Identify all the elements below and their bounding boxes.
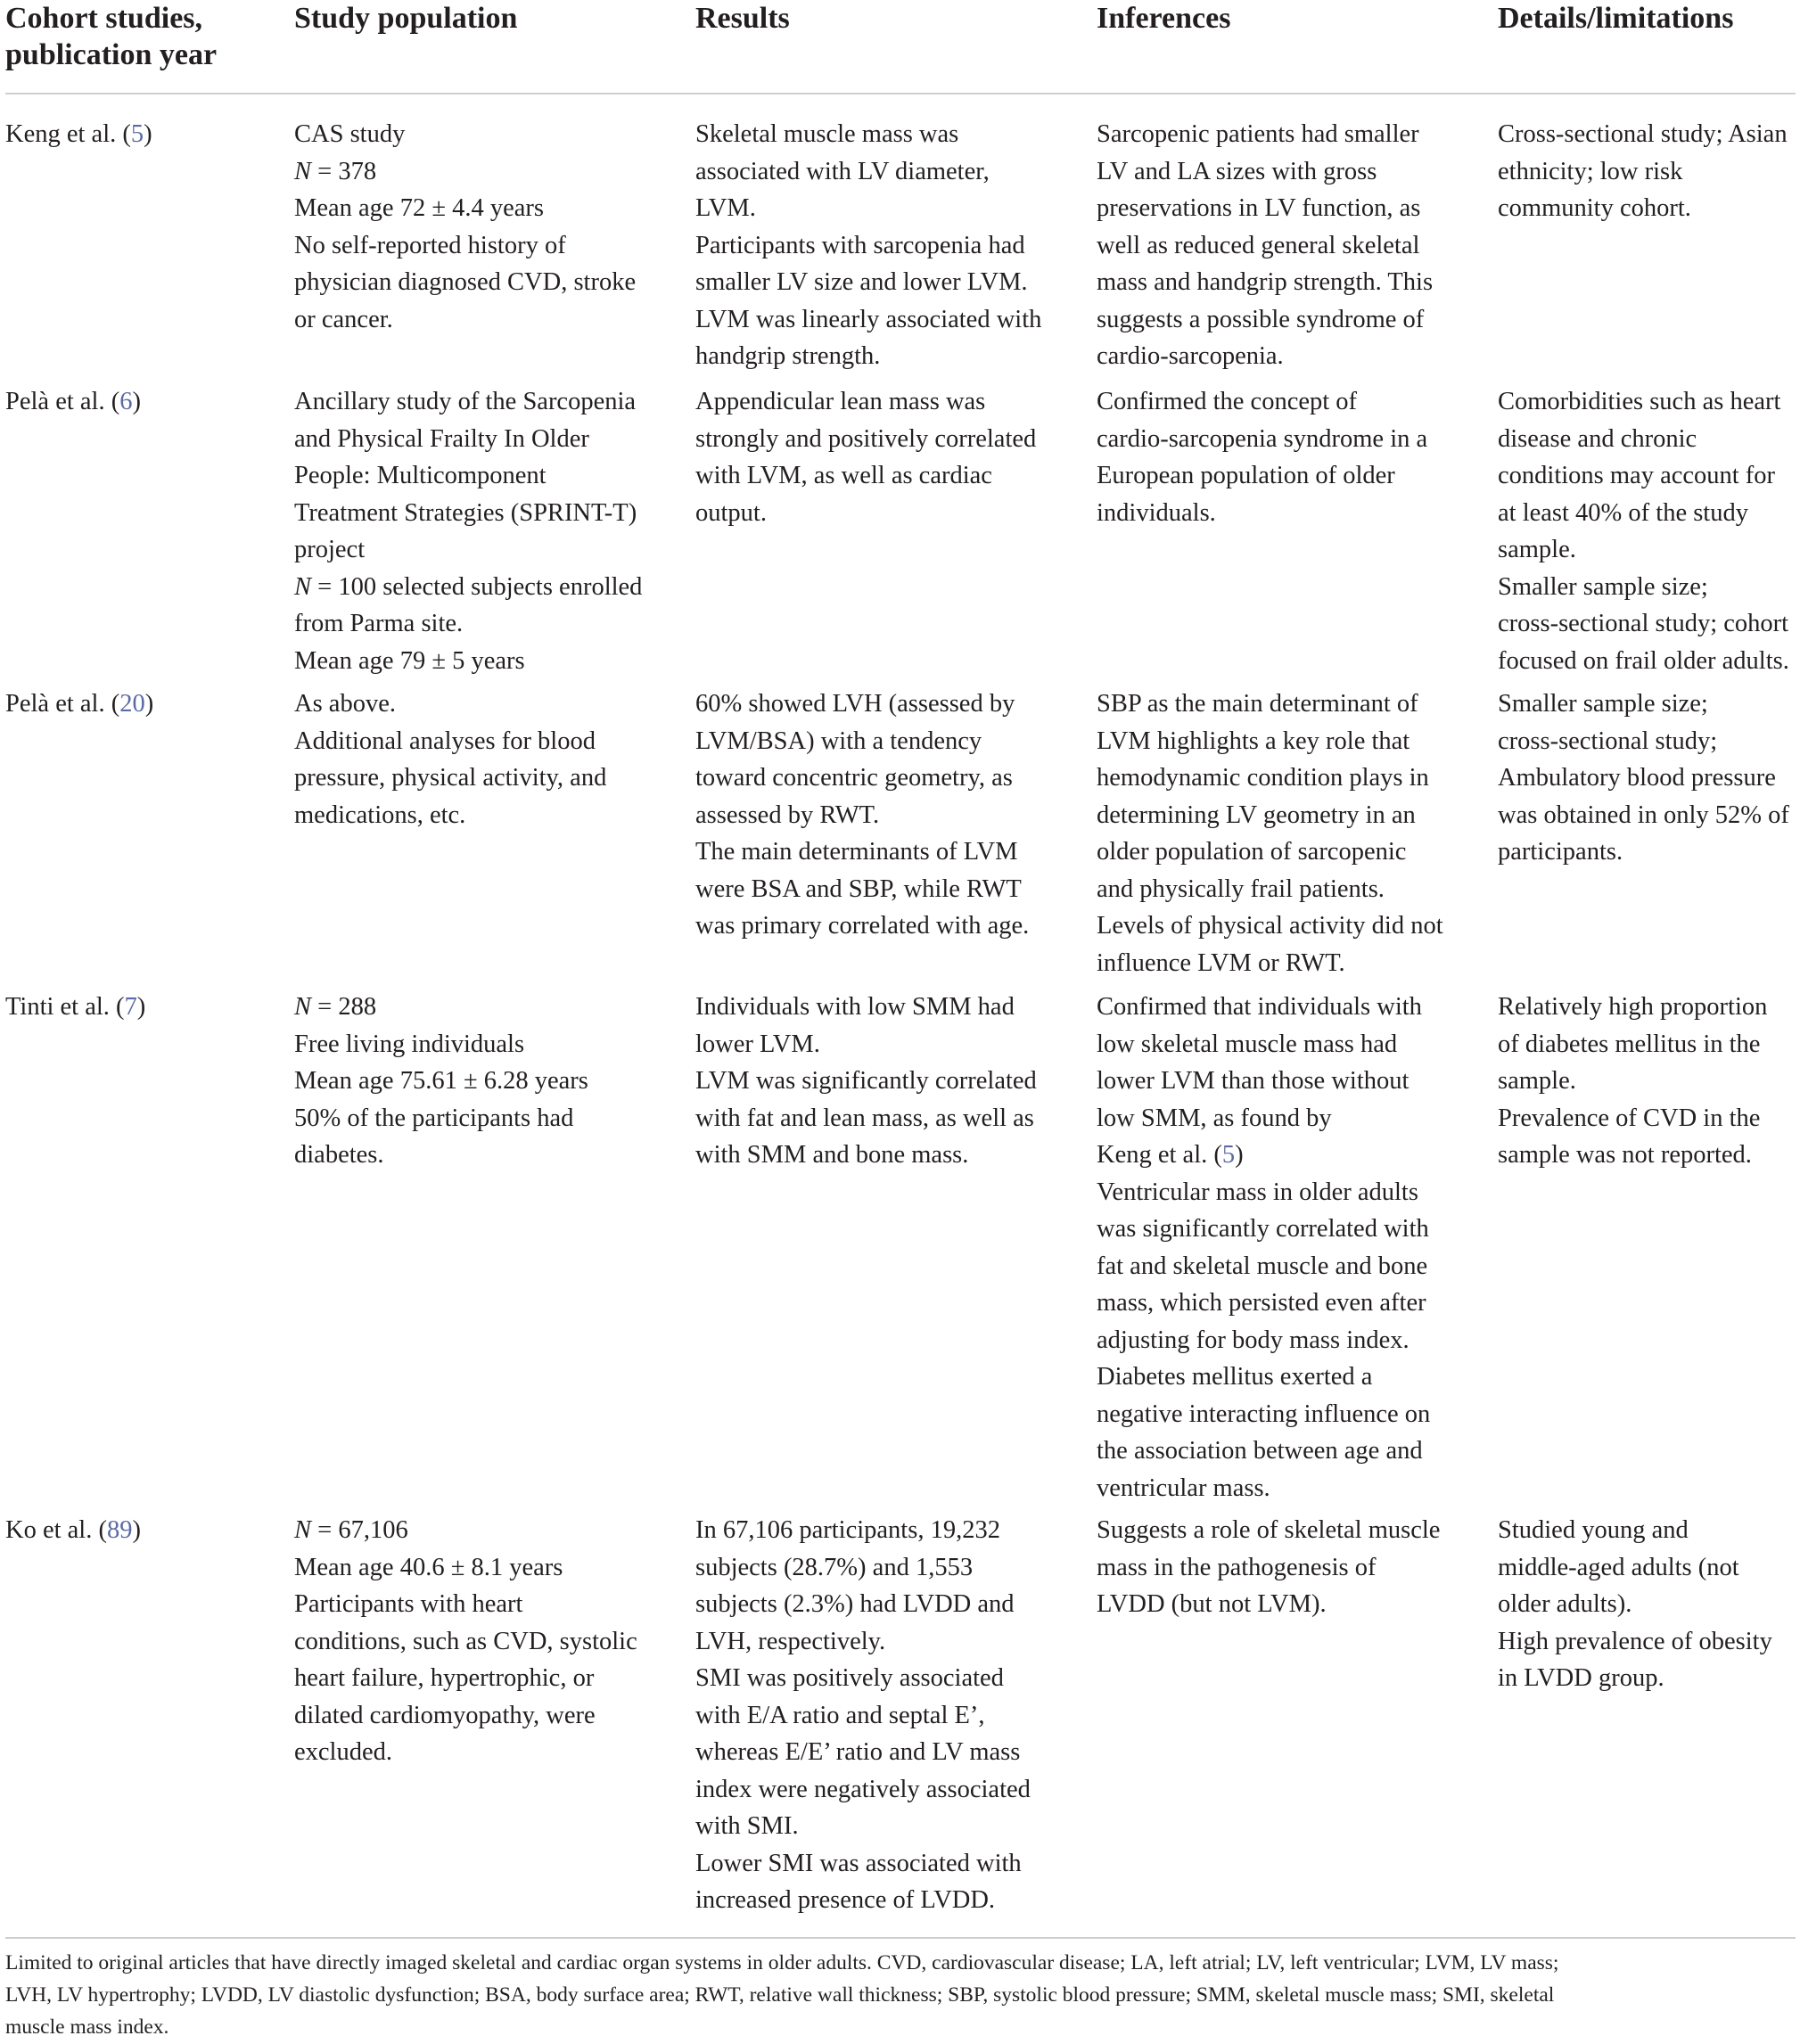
cell-line: Confirmed the concept of bbox=[1097, 388, 1358, 415]
cell-line: project bbox=[294, 536, 366, 563]
footnote-line: LVH, LV hypertrophy; LVDD, LV diastolic dysfunction; BSA, body surface area; RWT, relative wall thickness; SBP, systolic blood pressure; SMM, skeletal muscle mass; SMI, skeletal bbox=[5, 1983, 1555, 2007]
cell-line: low skeletal muscle mass had bbox=[1097, 1030, 1398, 1058]
results-cell bbox=[695, 989, 1037, 1174]
cell-line: index were negatively associated bbox=[695, 1775, 1031, 1803]
cell-line: of diabetes mellitus in the bbox=[1498, 1030, 1761, 1058]
cell-line: Cross-sectional study; Asian bbox=[1498, 120, 1788, 148]
inferences-cell bbox=[1097, 1512, 1440, 1623]
cell-line: was obtained in only 52% of bbox=[1498, 800, 1789, 829]
reference-link[interactable]: 89 bbox=[106, 1516, 133, 1544]
cell-line: associated with LV diameter, bbox=[695, 157, 990, 185]
study-label: ) bbox=[144, 690, 154, 718]
cell-line: increased presence of LVDD. bbox=[695, 1886, 996, 1914]
reference-link[interactable]: 20 bbox=[119, 690, 145, 718]
cell-line: Sarcopenic patients had smaller bbox=[1097, 120, 1419, 148]
details-cell bbox=[1498, 116, 1788, 227]
results-cell bbox=[695, 383, 1036, 531]
cell-text: = 67,106 bbox=[311, 1516, 408, 1544]
cell-line: Ambulatory blood pressure bbox=[1498, 764, 1776, 792]
footnote-line: Limited to original articles that have directly imaged skeletal and cardiac organ systems in older adults. CVD, cardiovascular disease; LA, left atrial; LV, left ventricular; LVM, LV mass; bbox=[5, 1951, 1559, 1974]
cell-line: People: Multicomponent bbox=[294, 462, 547, 489]
study-name bbox=[5, 1512, 141, 1549]
cell-line: heart failure, hypertrophic, or bbox=[294, 1664, 595, 1692]
cell-line: SMI was positively associated bbox=[695, 1664, 1004, 1692]
cell-line: LVM. bbox=[695, 194, 756, 222]
study-label: ) bbox=[144, 120, 152, 148]
cell-line: was significantly correlated with bbox=[1097, 1215, 1429, 1243]
details-cell bbox=[1498, 1512, 1772, 1697]
cell-line: SBP as the main determinant of bbox=[1097, 690, 1418, 718]
cell-line: LVM was linearly associated with bbox=[695, 305, 1042, 333]
cell-line: older adults). bbox=[1498, 1590, 1632, 1618]
header-results bbox=[695, 0, 790, 37]
cell-line: LV and LA sizes with gross bbox=[1097, 157, 1377, 185]
inferences-cell bbox=[1097, 685, 1443, 981]
cell-line: Mean age 40.6 ± 8.1 years bbox=[294, 1553, 563, 1581]
cell-line: individuals. bbox=[1097, 498, 1216, 527]
study-label: Pelà et al. ( bbox=[5, 388, 120, 415]
cell-line: smaller LV size and lower LVM. bbox=[695, 268, 1028, 296]
population-cell bbox=[294, 1512, 637, 1771]
header-line: Inferences bbox=[1097, 2, 1231, 35]
population-cell bbox=[294, 685, 606, 833]
results-cell bbox=[695, 116, 1041, 375]
cell-line bbox=[294, 569, 642, 606]
cell-line: Additional analyses for blood bbox=[294, 726, 596, 755]
cell-line: subjects (28.7%) and 1,553 bbox=[695, 1553, 974, 1581]
cell-text: = 378 bbox=[311, 157, 377, 185]
cell-line: 50% of the participants had bbox=[294, 1104, 574, 1132]
cell-text: = 100 selected subjects enrolled bbox=[311, 572, 643, 601]
cell-line bbox=[294, 989, 588, 1026]
cell-line: assessed by RWT. bbox=[695, 800, 880, 829]
cell-line: fat and skeletal muscle and bone bbox=[1097, 1252, 1428, 1280]
study-label: ) bbox=[132, 1516, 141, 1544]
cell-line: cross-sectional study; bbox=[1498, 726, 1718, 755]
cell-line: with fat and lean mass, as well as bbox=[695, 1104, 1034, 1132]
cell-line: determining LV geometry in an bbox=[1097, 800, 1416, 829]
cell-line: excluded. bbox=[294, 1738, 392, 1766]
cell-line: physician diagnosed CVD, stroke bbox=[294, 268, 637, 296]
cell-line bbox=[294, 1512, 637, 1549]
study-cell bbox=[5, 685, 153, 723]
cell-line: Levels of physical activity did not bbox=[1097, 912, 1443, 940]
cell-line: Prevalence of CVD in the bbox=[1498, 1104, 1761, 1132]
cell-line: participants. bbox=[1498, 838, 1623, 866]
cell-line: influence LVM or RWT. bbox=[1097, 948, 1345, 977]
header-cohort bbox=[5, 0, 217, 73]
cell-line: diabetes. bbox=[294, 1141, 384, 1169]
study-label: Pelà et al. ( bbox=[5, 690, 120, 718]
details-cell bbox=[1498, 989, 1767, 1174]
cell-line: LVDD (but not LVM). bbox=[1097, 1590, 1327, 1618]
cell-line bbox=[294, 153, 636, 191]
cell-line: Individuals with low SMM had bbox=[695, 993, 1015, 1021]
cell-line: cardio-sarcopenia. bbox=[1097, 342, 1284, 370]
footer-divider bbox=[5, 1937, 1796, 1939]
cell-line: Appendicular lean mass was bbox=[695, 388, 986, 415]
study-label: ) bbox=[136, 993, 146, 1021]
cell-line: Smaller sample size; bbox=[1498, 690, 1708, 718]
cell-line: sample was not reported. bbox=[1498, 1141, 1752, 1169]
inferences-cell bbox=[1097, 383, 1427, 531]
cell-text: ) bbox=[1235, 1141, 1244, 1169]
cell-line: Participants with heart bbox=[294, 1590, 523, 1618]
population-cell bbox=[294, 383, 642, 679]
study-name bbox=[5, 116, 152, 153]
cell-line: Ventricular mass in older adults bbox=[1097, 1178, 1418, 1206]
cell-line: was primary correlated with age. bbox=[695, 912, 1030, 940]
study-label: Ko et al. ( bbox=[5, 1516, 107, 1544]
inferences-cell bbox=[1097, 116, 1433, 375]
cell-line: mass, which persisted even after bbox=[1097, 1289, 1426, 1317]
cell-line: older population of sarcopenic bbox=[1097, 838, 1407, 866]
cell-line: sample. bbox=[1498, 1067, 1576, 1095]
cell-line: handgrip strength. bbox=[695, 342, 881, 370]
table-footnote bbox=[5, 1947, 1796, 2043]
study-cell bbox=[5, 116, 152, 153]
cell-line: toward concentric geometry, as bbox=[695, 764, 1013, 792]
cell-line: disease and chronic bbox=[1498, 424, 1697, 453]
cell-line: Confirmed that individuals with bbox=[1097, 993, 1422, 1021]
cell-line: lower LVM. bbox=[695, 1030, 820, 1058]
cell-line: with SMM and bone mass. bbox=[695, 1141, 969, 1169]
population-cell bbox=[294, 989, 588, 1174]
cell-line: Comorbidities such as heart bbox=[1498, 388, 1781, 415]
cell-line: the association between age and bbox=[1097, 1437, 1423, 1465]
cell-line: Studied young and bbox=[1498, 1516, 1689, 1544]
cell-line: strongly and positively correlated bbox=[695, 424, 1037, 453]
cell-text: = 288 bbox=[311, 993, 377, 1021]
cell-line: community cohort. bbox=[1498, 194, 1691, 222]
details-cell bbox=[1498, 685, 1789, 871]
cell-line: at least 40% of the study bbox=[1498, 498, 1748, 527]
cell-line: in LVDD group. bbox=[1498, 1664, 1664, 1692]
cell-line: subjects (2.3%) had LVDD and bbox=[695, 1590, 1015, 1618]
cell-line: conditions, such as CVD, systolic bbox=[294, 1627, 637, 1655]
cell-line: ventricular mass. bbox=[1097, 1473, 1270, 1502]
header-study-population bbox=[294, 0, 517, 37]
reference-link[interactable]: 5 bbox=[130, 120, 144, 148]
cell-line: output. bbox=[695, 498, 767, 527]
cell-line: Relatively high proportion bbox=[1498, 993, 1768, 1021]
cell-line: LVM was significantly correlated bbox=[695, 1067, 1037, 1095]
cell-line: Diabetes mellitus exerted a bbox=[1097, 1363, 1373, 1391]
study-name bbox=[5, 383, 141, 421]
study-name bbox=[5, 685, 153, 723]
cell-line: mass and handgrip strength. This bbox=[1097, 268, 1434, 296]
reference-link[interactable]: 5 bbox=[1221, 1141, 1236, 1169]
cell-line: or cancer. bbox=[294, 305, 393, 333]
italic-symbol: N bbox=[294, 993, 312, 1021]
cell-line: whereas E/E’ ratio and LV mass bbox=[695, 1738, 1021, 1766]
header-line: Cohort studies, bbox=[5, 2, 203, 35]
footnote-line: muscle mass index. bbox=[5, 2015, 169, 2039]
header-line: publication year bbox=[5, 38, 218, 71]
cell-line: cross-sectional study; cohort bbox=[1498, 610, 1789, 637]
cell-line: European population of older bbox=[1097, 462, 1395, 489]
cell-line: pressure, physical activity, and bbox=[294, 764, 607, 792]
cell-line: middle-aged adults (not bbox=[1498, 1553, 1739, 1581]
cell-line: focused on frail older adults. bbox=[1498, 646, 1789, 675]
cell-line bbox=[1097, 1137, 1430, 1174]
cell-line: The main determinants of LVM bbox=[695, 838, 1018, 866]
study-label: ) bbox=[132, 388, 141, 415]
cell-line: Participants with sarcopenia had bbox=[695, 231, 1025, 259]
header-inferences bbox=[1097, 0, 1230, 37]
cell-line: suggests a possible syndrome of bbox=[1097, 305, 1425, 333]
cell-line: Suggests a role of skeletal muscle bbox=[1097, 1516, 1441, 1544]
cell-line: Lower SMI was associated with bbox=[695, 1849, 1022, 1877]
italic-symbol: N bbox=[294, 1516, 312, 1544]
cell-line: Smaller sample size; bbox=[1498, 572, 1708, 601]
cell-line: ethnicity; low risk bbox=[1498, 157, 1683, 185]
header-divider bbox=[5, 93, 1796, 94]
cell-line: from Parma site. bbox=[294, 610, 464, 637]
study-label: Keng et al. ( bbox=[5, 120, 131, 148]
cell-line: Ancillary study of the Sarcopenia bbox=[294, 388, 637, 415]
cell-line: with E/A ratio and septal E’, bbox=[695, 1701, 985, 1729]
cell-line: sample. bbox=[1498, 536, 1576, 563]
cell-line: lower LVM than those without bbox=[1097, 1067, 1410, 1095]
cell-line: dilated cardiomyopathy, were bbox=[294, 1701, 596, 1729]
cell-line: conditions may account for bbox=[1498, 462, 1776, 489]
cell-line: negative interacting influence on bbox=[1097, 1400, 1431, 1428]
header-line: Results bbox=[695, 2, 790, 35]
cell-line: mass in the pathogenesis of bbox=[1097, 1553, 1377, 1581]
cell-line: and physically frail patients. bbox=[1097, 874, 1385, 903]
study-name bbox=[5, 989, 145, 1026]
cell-line: cardio-sarcopenia syndrome in a bbox=[1097, 424, 1428, 453]
cell-line: were BSA and SBP, while RWT bbox=[695, 874, 1022, 903]
cell-line: Mean age 72 ± 4.4 years bbox=[294, 194, 544, 222]
study-cell bbox=[5, 1512, 141, 1549]
cell-line: LVH, respectively. bbox=[695, 1627, 886, 1655]
details-cell bbox=[1498, 383, 1789, 679]
cell-line: 60% showed LVH (assessed by bbox=[695, 690, 1015, 718]
study-label: Tinti et al. ( bbox=[5, 993, 125, 1021]
italic-symbol: N bbox=[294, 157, 312, 185]
cell-text: Keng et al. ( bbox=[1097, 1141, 1222, 1169]
cell-line: LVM highlights a key role that bbox=[1097, 726, 1410, 755]
results-cell bbox=[695, 1512, 1031, 1919]
cell-line: As above. bbox=[294, 690, 396, 718]
results-cell bbox=[695, 685, 1029, 945]
header-line: Details/limitations bbox=[1498, 2, 1734, 35]
header-details bbox=[1498, 0, 1733, 37]
cell-line: adjusting for body mass index. bbox=[1097, 1326, 1410, 1354]
cell-line: Mean age 75.61 ± 6.28 years bbox=[294, 1067, 588, 1095]
cell-line: CAS study bbox=[294, 120, 406, 148]
cell-line: with SMI. bbox=[695, 1812, 799, 1840]
cell-line: Free living individuals bbox=[294, 1030, 525, 1058]
cell-line: low SMM, as found by bbox=[1097, 1104, 1332, 1132]
cell-line: In 67,106 participants, 19,232 bbox=[695, 1516, 1000, 1544]
inferences-cell bbox=[1097, 989, 1430, 1506]
cell-line: Treatment Strategies (SPRINT-T) bbox=[294, 498, 637, 527]
population-cell bbox=[294, 116, 636, 338]
reference-link[interactable]: 7 bbox=[124, 993, 137, 1021]
reference-link[interactable]: 6 bbox=[119, 388, 133, 415]
cell-line: well as reduced general skeletal bbox=[1097, 231, 1420, 259]
cell-line: High prevalence of obesity bbox=[1498, 1627, 1772, 1655]
study-cell bbox=[5, 989, 145, 1026]
cell-line: hemodynamic condition plays in bbox=[1097, 764, 1429, 792]
cell-line: and Physical Frailty In Older bbox=[294, 424, 589, 453]
header-line: Study population bbox=[294, 2, 518, 35]
cell-line: No self-reported history of bbox=[294, 231, 566, 259]
cell-line: LVM/BSA) with a tendency bbox=[695, 726, 982, 755]
cell-line: Mean age 79 ± 5 years bbox=[294, 646, 525, 675]
study-cell bbox=[5, 383, 141, 421]
cell-line: medications, etc. bbox=[294, 800, 466, 829]
italic-symbol: N bbox=[294, 572, 312, 601]
cell-line: Skeletal muscle mass was bbox=[695, 120, 959, 148]
cell-line: with LVM, as well as cardiac bbox=[695, 462, 992, 489]
cell-line: preservations in LV function, as bbox=[1097, 194, 1421, 222]
